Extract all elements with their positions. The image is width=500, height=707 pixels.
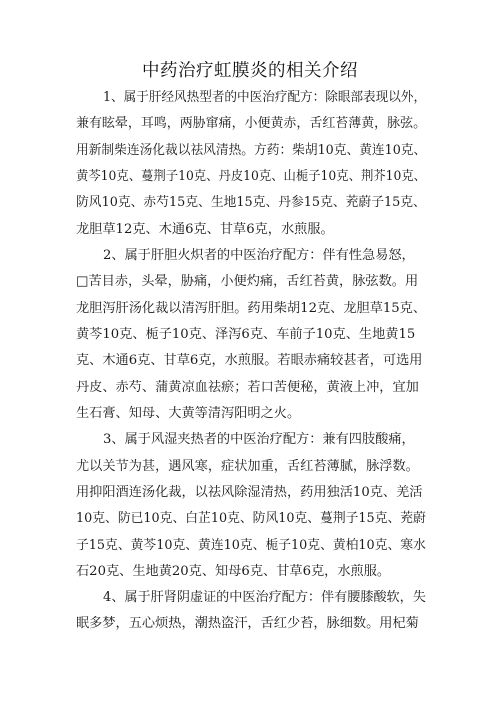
document-line: 10克、防已10克、白芷10克、防风10克、蔓荆子15克、茺蔚 (76, 511, 426, 526)
document-line: 龙胆草12克、木通6克、甘草6克，水煎服。 (76, 222, 334, 237)
document-line: 4、属于肝肾阴虚证的中医治疗配方：伴有腰膝酸软，失 (103, 590, 426, 605)
document-line: 2、属于肝胆火炽者的中医治疗配方：伴有性急易怒， (103, 248, 415, 263)
document-line: 防风10克、赤芍15克、生地15克、丹参15克、茺蔚子15克、 (76, 195, 426, 210)
document-line: 兼有眩晕，耳鸣，两胁窜痛，小便黄赤，舌红苔薄黄，脉弦。 (76, 116, 427, 131)
document-line: 黄芩10克、蔓荆子10克、丹皮10克、山栀子10克、荆芥10克、 (76, 169, 427, 184)
document-line: 黄芩10克、栀子10克、泽泻6克、车前子10克、生地黄15 (76, 327, 416, 342)
document-line: 3、属于风湿夹热者的中医治疗配方：兼有四肢酸痛， (103, 432, 415, 447)
document-line: 眠多梦，五心烦热，潮热盗汗，舌红少苔，脉细数。用杞菊 (76, 616, 419, 631)
document-line: 生石膏、知母、大黄等清泻阳明之火。 (76, 406, 301, 421)
document-line: 尤以关节为甚，遇风寒，症状加重，舌红苔薄腻，脉浮数。 (76, 459, 419, 474)
document-line: 用抑阳酒连汤化裁，以祛风除湿清热，药用独活10克、羌活 (76, 485, 423, 500)
document-title: 中药治疗虹膜炎的相关介绍 (142, 61, 358, 81)
document-line: 1、属于肝经风热型者的中医治疗配方：除眼部表现以外， (103, 90, 427, 105)
document-line: 用新制柴连汤化裁以祛风清热。方药：柴胡10克、黄连10克、 (76, 143, 427, 158)
document-line: 克、木通6克、甘草6克，水煎服。若眼赤痛较甚者，可选用 (76, 353, 423, 368)
document-line: 龙胆泻肝汤化裁以清泻肝胆。药用柴胡12克、龙胆草15克、 (76, 301, 427, 316)
document-line: □苦目赤，头晕，胁痛，小便灼痛，舌红苔黄，脉弦数。用 (76, 274, 419, 289)
document-line: 石20克、生地黄20克、知母6克、甘草6克，水煎服。 (76, 564, 391, 579)
document-line: 子15克、黄芩10克、黄连10克、栀子10克、黄柏10克、寒水 (76, 538, 426, 553)
document-line: 丹皮、赤芍、蒲黄凉血祛瘀；若口苦便秘，黄液上冲，宜加 (76, 380, 419, 395)
